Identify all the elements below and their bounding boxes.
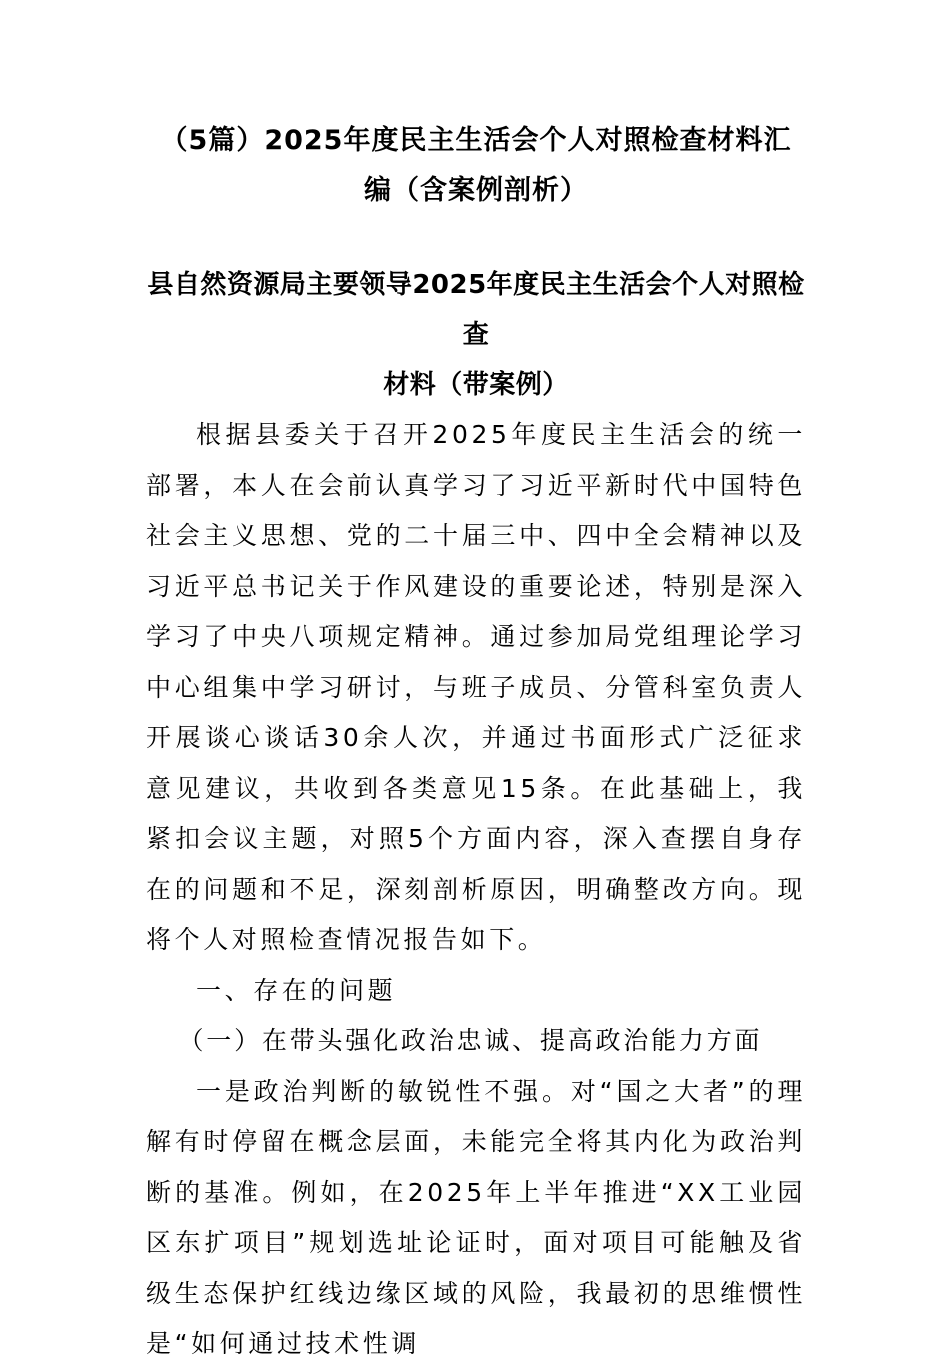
section-title-line-1: 县自然资源局主要领导2025年度民主生活会个人对照检查 bbox=[147, 270, 805, 350]
section-title-line-2: 材料（带案例） bbox=[383, 370, 569, 400]
document-title bbox=[146, 116, 806, 216]
section-title bbox=[146, 260, 806, 410]
intro-paragraph: 根据县委关于召开2025年度民主生活会的统一部署，本人在会前认真学习了习近平新时代中国特色社会主义思想、党的二十届三中、四中全会精神以及习近平总书记关于作风建设的重要论述，特别是深入学习了中央八项规定精神。通过参加局党组理论学习中心组集中学习研讨，与班子成员、分管科室负责人开展谈心谈话30余人次，并通过书面形式广泛征求意见建议，共收到各类意见15条。在此基础上，我紧扣会议主题，对照5个方面内容，深入查摆自身存在的问题和不足，深刻剖析原因，明确整改方向。现将个人对照检查情况报告如下。 bbox=[146, 420, 806, 954]
subheading-political-loyalty: （一）在带头强化政治忠诚、提高政治能力方面 bbox=[178, 1026, 763, 1055]
point-1-paragraph: 一是政治判断的敏锐性不强。对“国之大者”的理解有时停留在概念层面，未能完全将其内化为政治判断的基准。例如，在2025年上半年推进“XX工业园区东扩项目”规划选址论证时，面对项目可能触及省级生态保护红线边缘区域的风险，我最初的思维惯性是“如何通过技术性调 bbox=[146, 1076, 806, 1358]
document-title-line-1: （5篇）2025年度民主生活会个人对照检查材料汇 bbox=[160, 125, 792, 156]
document-body bbox=[146, 116, 806, 1370]
document-title-line-2: 编（含案例剖析） bbox=[364, 175, 588, 206]
heading-existing-problems: 一、存在的问题 bbox=[196, 975, 397, 1005]
